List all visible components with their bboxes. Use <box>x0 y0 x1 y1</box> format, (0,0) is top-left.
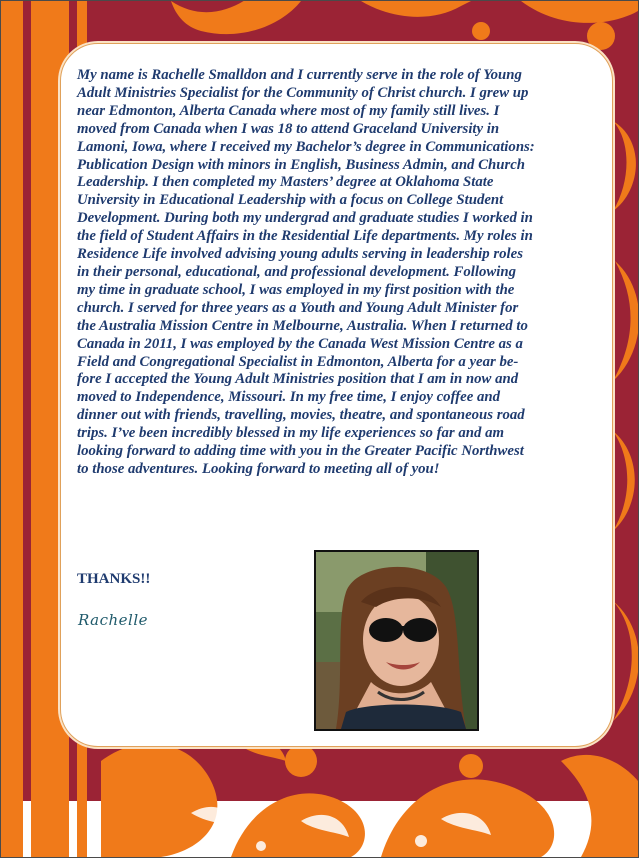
bio-line: in their personal, educational, and professional development. Following <box>77 263 517 280</box>
bio-line: Adult Ministries Specialist for the Community of Christ church. I grew up <box>77 84 529 101</box>
bio-line: Leadership. I then completed my Masters’ degree at Oklahoma State <box>77 174 494 191</box>
bio-line: dinner out with friends, travelling, movies, theatre, and spontaneous road <box>77 407 525 424</box>
bio-paragraph <box>77 67 607 479</box>
bio-line: fore I accepted the Young Adult Ministries position that I am in now and <box>77 371 519 388</box>
bio-line: My name is Rachelle Smalldon and I currently serve in the role of Young <box>77 67 522 83</box>
bio-line: Lamoni, Iowa, where I received my Bachelor’s degree in Communications: <box>77 138 535 155</box>
closing-thanks: THANKS!! <box>77 571 151 587</box>
bio-line: Development. During both my undergrad and graduate studies I worked in <box>77 210 533 227</box>
bio-line: University in Educational Leadership with a focus on College Student <box>77 192 504 209</box>
bio-line: the field of Student Affairs in the Residential Life departments. My roles in <box>77 228 533 245</box>
bio-line: looking forward to adding time with you in the Greater Pacific Northwest <box>77 443 524 460</box>
bio-line: trips. I’ve been incredibly blessed in my life experiences so far and am <box>77 425 504 442</box>
bio-line: Publication Design with minors in English, Business Admin, and Church <box>77 156 526 173</box>
bio-line: to those adventures. Looking forward to meeting all of you! <box>77 460 440 477</box>
bio-line: moved from Canada when I was 18 to attend Graceland University in <box>77 120 500 137</box>
bio-line: Canada in 2011, I was employed by the Canada West Mission Centre as a <box>77 335 523 352</box>
bio-line: near Edmonton, Alberta Canada where most of my family still lives. I <box>77 102 500 119</box>
bio-line: Field and Congregational Specialist in Edmonton, Alberta for a year be- <box>77 353 519 370</box>
bio-line: my time in graduate school, I was employed in my first position with the <box>77 281 515 298</box>
bio-line: the Australia Mission Centre in Melbourne, Australia. When I returned to <box>77 317 528 334</box>
profile-photo <box>314 550 479 731</box>
bio-line: moved to Independence, Missouri. In my free time, I enjoy coffee and <box>77 389 501 406</box>
portrait-illustration <box>316 552 477 729</box>
bio-line: church. I served for three years as a Youth and Young Adult Minister for <box>77 299 519 316</box>
bio-line: Residence Life involved advising young adults serving in leadership roles <box>77 246 523 263</box>
signature: Rachelle <box>78 611 148 629</box>
